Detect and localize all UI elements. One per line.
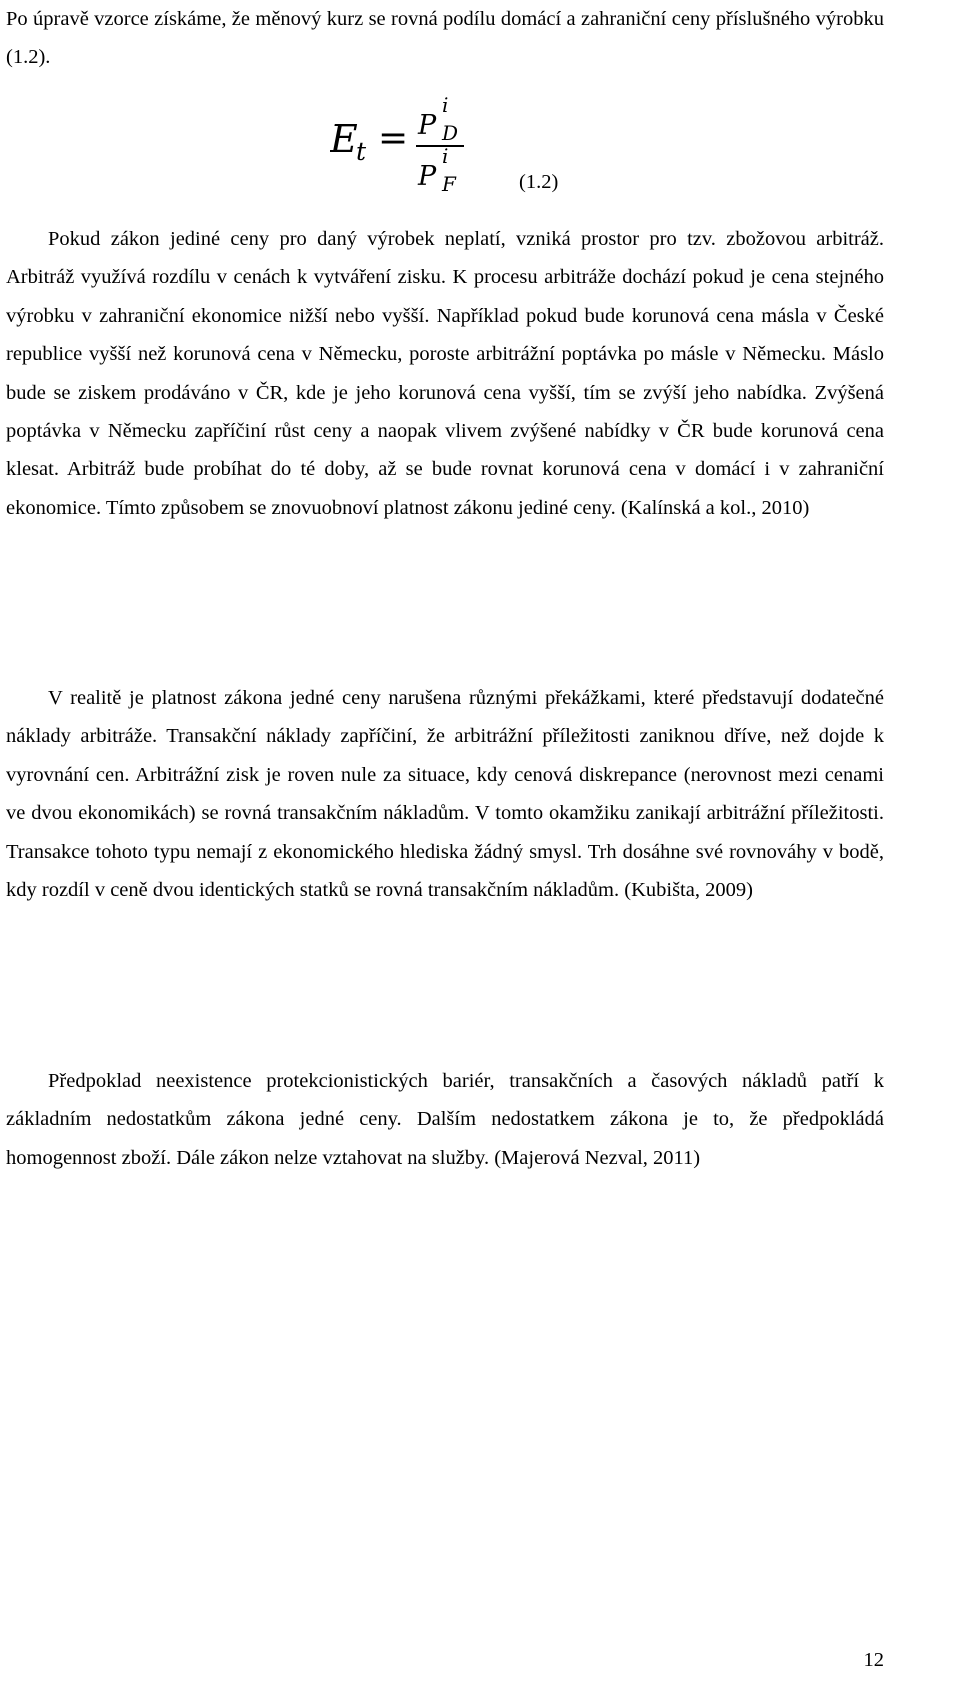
- page-number: 12: [863, 1649, 884, 1671]
- formula-equals-sign: =: [378, 118, 409, 159]
- intro-paragraph: Po úpravě vzorce získáme, že měnový kurz se rovná podílu domácí a zahraniční ceny příslušného výrobku (1.2).: [6, 8, 884, 69]
- formula-denominator-symbol: P: [418, 161, 437, 192]
- formula-denominator-subscript: F: [442, 172, 456, 196]
- formula-lhs-symbol: E: [330, 117, 358, 161]
- formula-numerator-symbol: P: [418, 110, 437, 141]
- equation-number: (1.2): [519, 171, 559, 193]
- formula-denominator-superscript: i: [442, 144, 449, 168]
- body-paragraph: Pokud zákon jediné ceny pro daný výrobek neplatí, vzniká prostor pro tzv. zbožovou arbitráž. Arbitráž využívá rozdílu v cenách k vytváření zisku. K procesu arbitráže dochází pokud je cena stejného výrobku v zahraniční ekonomice nižší nebo vyšší. Například pokud bude korunová cena másla v České republice vyšší než korunová cena v Německu, poroste arbitrážní poptávka po másle v Německu. Máslo bude se ziskem prodáváno v ČR, kde je jeho korunová cena vyšší, tím se zvýší jeho nabídka. Zvýšená poptávka v Německu zapříčiní růst ceny a naopak vlivem zvýšené nabídky v ČR bude korunová cena klesat. Arbitráž bude probíhat do té doby, až se bude rovnat korunová cena v domácí i v zahraniční ekonomice. Tímto způsobem se znovuobnoví platnost zákonu jediné ceny. (Kalínská a kol., 2010): [6, 228, 884, 519]
- body-paragraph: Předpoklad neexistence protekcionistických bariér, transakčních a časových nákladů patří k základním nedostatkům zákona jedné ceny. Dalším nedostatkem zákona je to, že předpokládá homogennost zboží. Dále zákon nelze vztahovat na služby. (Majerová Nezval, 2011): [6, 1070, 884, 1169]
- formula-lhs-subscript: t: [356, 137, 367, 166]
- formula-numerator-superscript: i: [442, 94, 449, 117]
- formula-numerator-subscript: D: [442, 121, 459, 145]
- body-paragraph: V realitě je platnost zákona jedné ceny narušena různými překážkami, které představují dodatečné náklady arbitráže. Transakční náklady zapříčiní, že arbitrážní příležitosti zaniknou dříve, než dojde k vyrovnání cen. Arbitrážní zisk je roven nule za situace, kdy cenová diskrepance (nerovnost mezi cenami ve dvou ekonomikách) se rovná transakčním nákladům. V tomto okamžiku zanikají arbitrážní příležitosti. Transakce tohoto typu nemají z ekonomického hlediska žádný smysl. Trh dosáhne své rovnováhy v bodě, kdy rozdíl v ceně dvou identických statků se rovná transakčním nákladům. (Kubišta, 2009): [6, 687, 884, 902]
